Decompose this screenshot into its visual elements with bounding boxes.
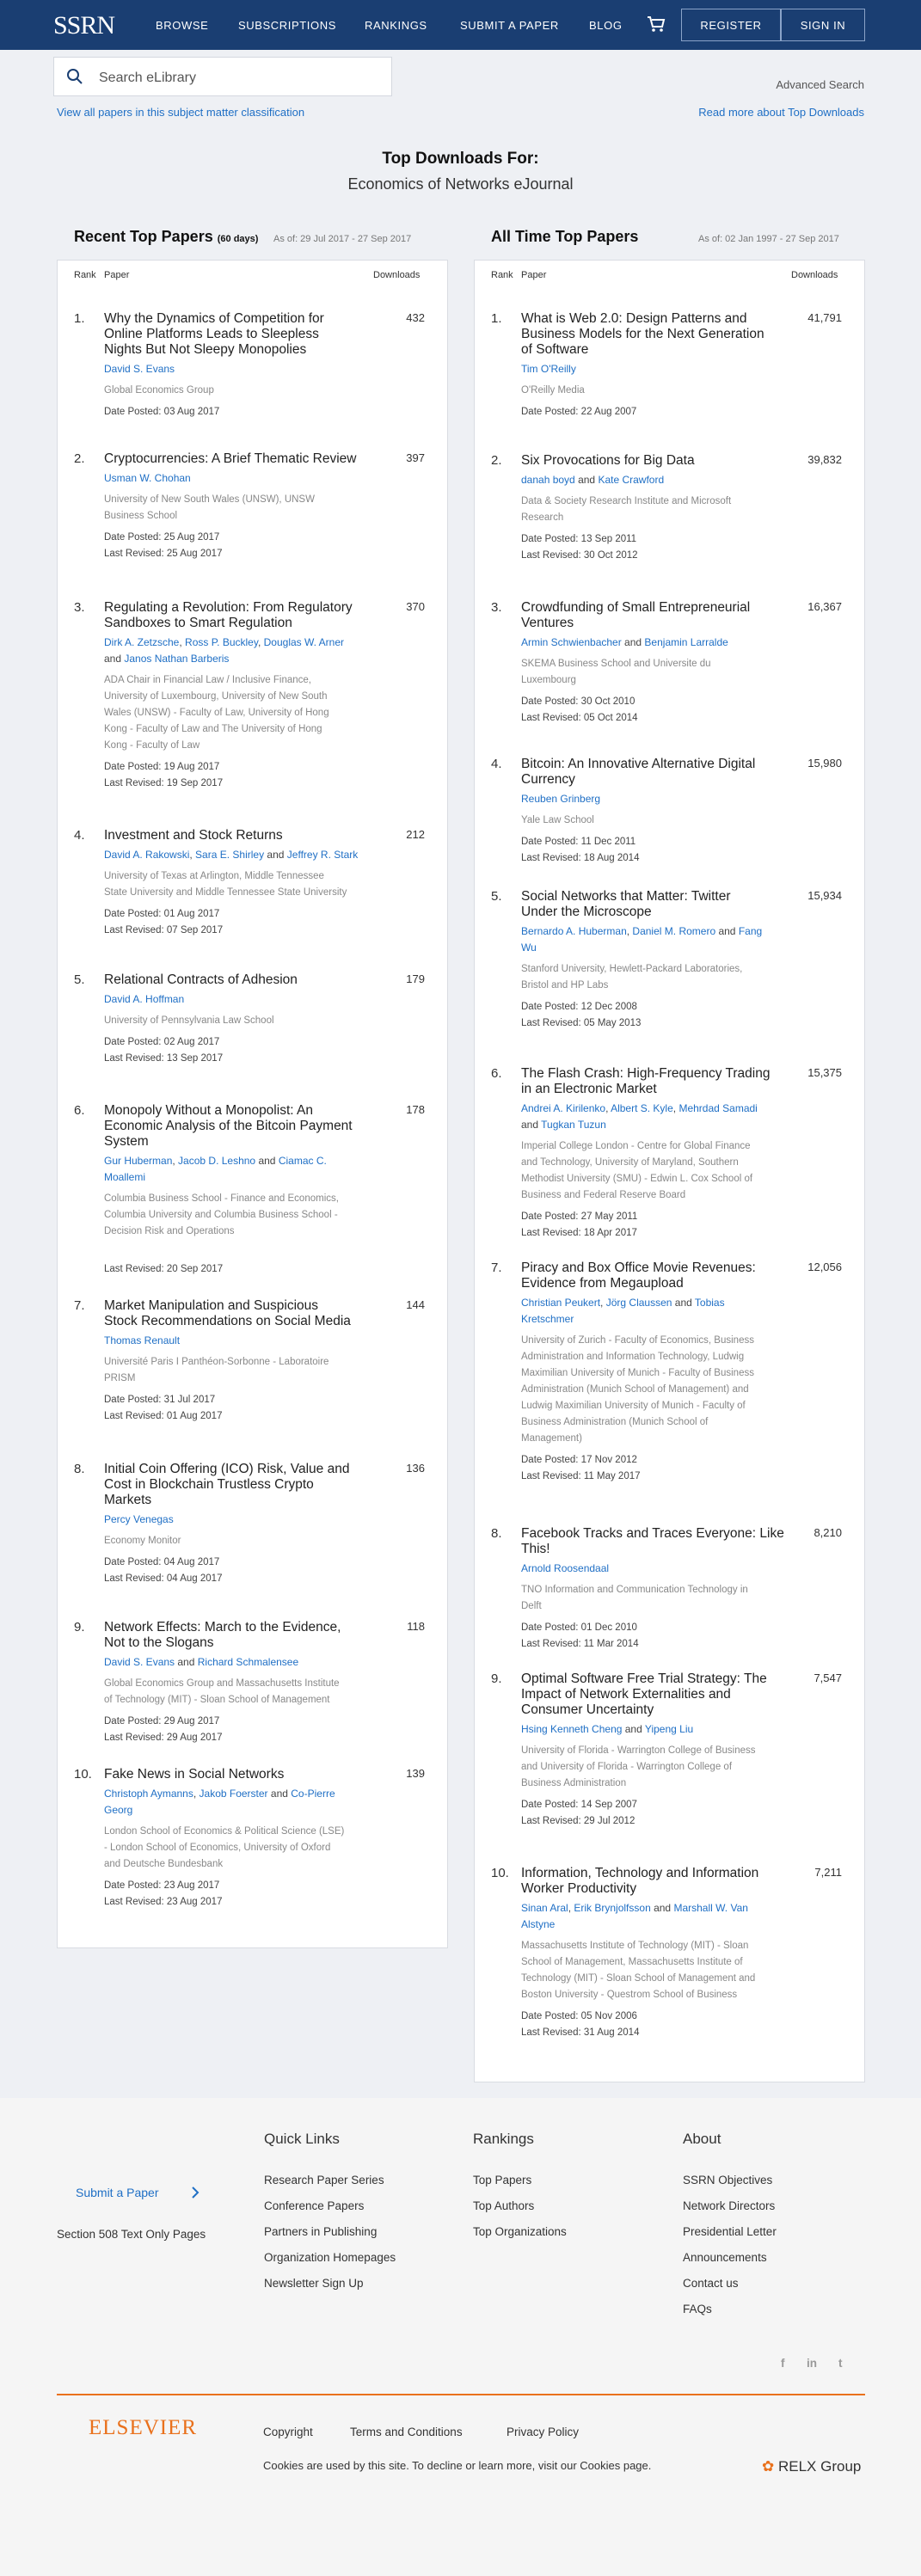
alltime-asof: As of: 02 Jan 1997 - 27 Sep 2017 [698,234,839,244]
paper-title[interactable]: Facebook Tracks and Traces Everyone: Like This! [521,1526,784,1556]
search-icon [66,68,83,85]
author-link[interactable]: Tugkan Tuzun [541,1119,606,1131]
paper-rank: 3. [74,600,85,615]
paper-dates: Date Posted: 27 May 2011 Last Revised: 18 Apr 2017 [521,1211,638,1238]
author-link[interactable]: Christian Peukert [521,1297,601,1309]
paper-rank: 9. [491,1671,502,1686]
author-link[interactable]: Jörg Claussen [605,1297,672,1309]
paper-dates: Date Posted: 11 Dec 2011 Last Revised: 18 Aug 2014 [521,837,640,863]
author-link[interactable]: David S. Evans [104,363,175,375]
footer-link[interactable]: Contact us [683,2277,739,2290]
author-link[interactable]: Daniel M. Romero [632,925,716,937]
paper-rank: 1. [491,311,502,326]
cookies-notice: Cookies are used by this site. To decline or learn more, visit our Cookies page. [263,2459,652,2472]
paper-dates: Date Posted: 22 Aug 2007 [521,407,637,417]
page-title: Top Downloads For: [382,150,539,168]
alltime-heading: All Time Top Papers [491,228,639,245]
nav-rankings[interactable]: RANKINGS [365,19,427,32]
paper-title[interactable]: Why the Dynamics of Competition for Online Platforms Leads to Sleepless Nights But Not Sleepy Monopolies [104,311,324,357]
paper-downloads: 41,791 [807,311,842,324]
author-link[interactable]: Armin Schwienbacher [521,636,622,648]
paper-dates: Date Posted: 12 Dec 2008 Last Revised: 05 May 2013 [521,1002,642,1028]
paper-title[interactable]: Six Provocations for Big Data [521,453,695,468]
author-link[interactable]: Moallemi [104,1171,146,1183]
copyright-link[interactable]: Copyright [263,2426,313,2438]
paper-affiliation: SKEMA Business School and Universite du Luxembourg [521,659,711,685]
advanced-search-link[interactable]: Advanced Search [776,78,864,91]
paper-authors: Christian Peukert, Jörg Claussen and Tobias Kretschmer [521,1297,725,1325]
footer-divider [57,2394,865,2395]
paper-title[interactable]: Information, Technology and Information Worker Productivity [521,1866,759,1896]
author-link[interactable]: Sara E. Shirley [195,849,265,861]
paper-authors [521,1561,814,1577]
author-link[interactable]: Erik Brynjolfsson [574,1902,651,1914]
author-link[interactable]: Wu [521,941,537,954]
sign-in-button[interactable]: SIGN IN [781,9,865,41]
paper-rank: 3. [491,600,502,615]
paper-downloads: 144 [406,1298,425,1311]
paper-title[interactable]: Social Networks that Matter: Twitter Under the Microscope [521,889,731,919]
paper-dates: Date Posted: 05 Nov 2006 Last Revised: 31 Aug 2014 [521,2011,640,2038]
author-link[interactable]: Christoph Aymanns [104,1788,193,1800]
paper-title[interactable]: Regulating a Revolution: From Regulatory Sandboxes to Smart Regulation [104,600,353,630]
paper-dates: Date Posted: 01 Dec 2010 Last Revised: 11 Mar 2014 [521,1622,639,1649]
alltime-col-downloads: Downloads [791,270,838,280]
paper-authors: Christoph Aymanns, Jakob Foerster and Co-Pierre Georg [104,1788,335,1816]
nav-submit-paper[interactable]: SUBMIT A PAPER [460,19,559,32]
paper-authors: Hsing Kenneth Cheng and Yipeng Liu [521,1723,694,1735]
relx-logo[interactable]: ✿ RELX Group [762,2458,862,2475]
paper-downloads: 7,547 [814,1671,842,1684]
paper-downloads: 179 [406,972,425,985]
paper-affiliation: ADA Chair in Financial Law / Inclusive Finance, University of Luxembourg, University of New South Wales (UNSW) - Faculty of Law, University of Hong Kong - Faculty of Law and The University of Hong Kong - Faculty of Law [104,675,329,751]
footer-link[interactable]: Top Authors [473,2199,535,2212]
paper-authors [521,791,814,807]
nav-subscriptions[interactable]: SUBSCRIPTIONS [238,19,336,32]
cart-icon[interactable] [647,15,666,33]
paper-title[interactable]: Investment and Stock Returns [104,828,283,843]
author-link[interactable]: Douglas W. Arner [263,636,345,648]
paper-downloads: 39,832 [807,453,842,466]
footer-link[interactable]: Announcements [683,2251,767,2264]
author-link[interactable]: Kretschmer [521,1313,574,1325]
paper-rank: 7. [491,1260,502,1275]
author-link[interactable]: Ross P. Buckley [185,636,258,648]
paper-authors: Bernardo A. Huberman, Daniel M. Romero and Fang Wu [521,925,763,954]
quick-links-heading: Quick Links [264,2131,340,2147]
paper-authors: Sinan Aral, Erik Brynjolfsson and Marshall W. Van Alstyne [521,1902,748,1930]
register-button[interactable]: REGISTER [681,9,781,41]
paper-dates: Date Posted: 19 Aug 2017 Last Revised: 19 Sep 2017 [104,762,224,788]
search-placeholder: Search eLibrary [99,71,196,85]
paper-downloads: 15,934 [807,889,842,902]
author-link[interactable]: Tim O'Reilly [521,363,576,375]
search-input[interactable] [53,57,392,96]
paper-title[interactable]: Piracy and Box Office Movie Revenues: Evidence from Megaupload [521,1260,756,1291]
paper-rank: 5. [491,889,502,904]
page-subtitle: Economics of Networks eJournal [347,175,574,193]
author-link[interactable]: Benjamin Larralde [644,636,728,648]
author-link[interactable]: Richard Schmalensee [197,1656,299,1668]
paper-affiliation: Global Economics Group and Massachusetts Institute of Technology (MIT) - Sloan School of Management [104,1678,340,1705]
recent-asof: As of: 29 Jul 2017 - 27 Sep 2017 [273,234,412,244]
paper-affiliation: TNO Information and Communication Technology in Delft [521,1585,748,1611]
footer-link[interactable]: Conference Papers [264,2199,365,2212]
paper-affiliation: Data & Society Research Institute and Microsoft Research [521,496,732,523]
paper-downloads: 212 [406,828,425,841]
paper-authors: Armin Schwienbacher and Benjamin Larralde [521,636,728,648]
paper-rank: 6. [74,1103,85,1118]
paper-dates: Date Posted: 23 Aug 2017 Last Revised: 23 Aug 2017 [104,1880,223,1907]
paper-downloads: 15,980 [807,757,842,770]
author-link[interactable]: David S. Evans [104,1656,175,1668]
paper-authors: Gur Huberman, Jacob D. Leshno and Ciamac C. Moallemi [104,1155,327,1183]
paper-rank: 7. [74,1298,85,1313]
paper-rank: 1. [74,311,85,326]
author-link[interactable]: Co-Pierre [291,1788,335,1800]
paper-affiliation: University of Zurich - Faculty of Economics, Business Administration and Information Technology, Ludwig Maximilian University of Munich - Faculty of Business Administration (Munich School of Management) and Ludwig Maximilian University of Munich - Faculty of Business Administration (Munich School of Management) [521,1335,754,1444]
author-link[interactable]: Bernardo A. Huberman [521,925,627,937]
paper-downloads: 118 [407,1620,425,1633]
paper-dates: Date Posted: 03 Aug 2017 [104,407,220,417]
paper-dates: Date Posted: 31 Jul 2017 Last Revised: 01 Aug 2017 [104,1395,223,1421]
author-link[interactable]: Fang [738,925,763,937]
paper-rank: 10. [491,1866,509,1880]
paper-authors [521,361,814,377]
paper-affiliation: University of Pennsylvania Law School [104,1015,274,1026]
paper-downloads: 397 [406,451,425,464]
paper-dates: Date Posted: 04 Aug 2017 Last Revised: 04 Aug 2017 [104,1557,223,1584]
paper-rank: 2. [74,451,85,466]
paper-downloads: 136 [406,1462,425,1475]
terms-link[interactable]: Terms and Conditions [350,2426,463,2438]
footer-link[interactable]: Organization Homepages [264,2251,396,2264]
paper-title[interactable]: Fake News in Social Networks [104,1767,285,1782]
recent-heading: Recent Top Papers (60 days) [74,228,259,245]
footer-link[interactable]: Partners in Publishing [264,2225,378,2238]
author-link[interactable]: Gur Huberman [104,1155,173,1167]
footer-link[interactable]: Top Organizations [473,2225,567,2238]
author-link[interactable]: Reuben Grinberg [521,793,601,805]
paper-authors [104,361,396,377]
author-link[interactable]: Percy Venegas [104,1513,174,1525]
section508-link[interactable]: Section 508 Text Only Pages [57,2228,206,2241]
author-link[interactable]: David A. Rakowski [104,849,190,861]
paper-affiliation: University of Florida - Warrington College of Business and University of Florida - Warrington College of Business Administration [521,1745,756,1788]
paper-rank: 6. [491,1066,502,1081]
paper-title[interactable]: Relational Contracts of Adhesion [104,972,298,987]
paper-downloads: 16,367 [807,600,842,613]
footer-link[interactable]: Research Paper Series [264,2174,384,2187]
paper-downloads: 178 [406,1103,425,1116]
paper-downloads: 139 [406,1767,425,1780]
paper-dates: Date Posted: 14 Sep 2007 Last Revised: 29 Jul 2012 [521,1800,637,1826]
paper-dates: Last Revised: 20 Sep 2017 [104,1264,224,1274]
author-link[interactable]: Albert S. Kyle [611,1102,673,1114]
privacy-link[interactable]: Privacy Policy [507,2426,580,2438]
paper-downloads: 432 [406,311,425,324]
paper-dates: Date Posted: 30 Oct 2010 Last Revised: 05 Oct 2014 [521,696,638,723]
recent-col-downloads: Downloads [373,270,421,280]
paper-authors [104,1333,396,1349]
chevron-right-icon[interactable] [191,2186,200,2199]
author-link[interactable]: Arnold Roosendaal [521,1562,610,1574]
view-all-papers-link[interactable]: View all papers in this subject matter classification [57,106,305,119]
author-link[interactable]: Andrei A. Kirilenko [521,1102,606,1114]
top-nav-bar [0,0,921,50]
author-link[interactable]: Sinan Aral [521,1902,568,1914]
search-bar [0,50,921,103]
paper-downloads: 370 [406,600,425,613]
footer-link[interactable]: Top Papers [473,2174,532,2187]
paper-title[interactable]: Crowdfunding of Small Entrepreneurial Ventures [521,600,751,630]
paper-affiliation: Université Paris I Panthéon-Sorbonne - Laboratoire PRISM [104,1357,329,1383]
paper-downloads: 8,210 [814,1526,842,1539]
paper-rank: 4. [491,757,502,771]
paper-rank: 2. [491,453,502,468]
author-link[interactable]: Jakob Foerster [199,1788,268,1800]
paper-title[interactable]: Network Effects: March to the Evidence, Not to the Slogans [104,1620,341,1650]
linkedin-icon[interactable]: in [807,2357,817,2370]
paper-affiliation: University of Texas at Arlington, Middle Tennessee State University and Middle Tennessee State University [104,871,347,898]
paper-affiliation: Stanford University, Hewlett-Packard Laboratories, Bristol and HP Labs [521,964,743,991]
elsevier-logo[interactable]: ELSEVIER [89,2416,198,2439]
paper-authors: Dirk A. Zetzsche, Ross P. Buckley, Douglas W. Arner and Janos Nathan Barberis [104,636,345,665]
paper-authors: Andrei A. Kirilenko, Albert S. Kyle, Mehrdad Samadi and Tugkan Tuzun [521,1102,758,1131]
author-link[interactable]: Ciamac C. [278,1155,327,1167]
paper-authors: David S. Evans and Richard Schmalensee [104,1656,299,1668]
twitter-icon[interactable]: t [838,2357,843,2370]
paper-dates: Date Posted: 01 Aug 2017 Last Revised: 07 Sep 2017 [104,909,224,935]
alltime-col-rank: Rank [491,270,513,280]
paper-authors [104,991,396,1008]
paper-dates: Date Posted: 13 Sep 2011 Last Revised: 30 Oct 2012 [521,534,638,561]
author-link[interactable]: Georg [104,1804,133,1816]
paper-affiliation: University of New South Wales (UNSW), UNSW Business School [104,494,315,521]
paper-rank: 5. [74,972,85,987]
author-link[interactable]: Kate Crawford [598,474,665,486]
rankings-heading: Rankings [473,2131,534,2147]
footer-link[interactable]: Presidential Letter [683,2225,777,2238]
author-link[interactable]: Tobias [694,1297,725,1309]
paper-affiliation: Columbia Business School - Finance and Economics, Columbia University and Columbia Business School - Decision Risk and Operations [104,1193,339,1236]
paper-title[interactable]: What is Web 2.0: Design Patterns and Business Models for the Next Generation of Software [521,311,764,357]
author-link[interactable]: Yipeng Liu [644,1723,694,1735]
paper-title[interactable]: Optimal Software Free Trial Strategy: The Impact of Network Externalities and Consumer Uncertainty [521,1671,767,1717]
paper-rank: 4. [74,828,85,843]
paper-affiliation: London School of Economics & Political Science (LSE) - London School of Economics, University of Oxford and Deutsche Bundesbank [104,1826,345,1869]
alltime-col-paper: Paper [521,270,547,280]
author-link[interactable]: Thomas Renault [104,1334,181,1346]
paper-rank: 9. [74,1620,85,1635]
paper-downloads: 12,056 [807,1260,842,1273]
footer-link[interactable]: FAQs [683,2303,712,2315]
paper-title[interactable]: The Flash Crash: High-Frequency Trading in an Electronic Market [521,1066,771,1096]
footer [0,2098,921,2576]
paper-rank: 8. [74,1462,85,1476]
author-link[interactable]: Usman W. Chohan [104,472,191,484]
paper-authors [104,470,396,487]
paper-authors: danah boyd and Kate Crawford [521,474,665,486]
paper-downloads: 15,375 [807,1066,842,1079]
author-link[interactable]: Marshall W. Van [673,1902,748,1914]
author-link[interactable]: Hsing Kenneth Cheng [521,1723,623,1735]
paper-downloads: 7,211 [814,1866,842,1879]
paper-title[interactable]: Market Manipulation and Suspicious Stock Recommendations on Social Media [104,1298,351,1328]
ssrn-logo[interactable]: SSRN [53,11,115,40]
footer-link[interactable]: Newsletter Sign Up [264,2277,364,2290]
paper-dates: Date Posted: 29 Aug 2017 Last Revised: 29 Aug 2017 [104,1716,223,1743]
nav-blog[interactable]: BLOG [589,19,623,32]
paper-dates: Date Posted: 02 Aug 2017 Last Revised: 13 Sep 2017 [104,1037,224,1064]
read-more-link[interactable]: Read more about Top Downloads [698,106,864,119]
paper-affiliation: Global Economics Group [104,385,214,396]
recent-col-paper: Paper [104,270,130,280]
about-heading: About [683,2131,721,2147]
author-link[interactable]: Dirk A. Zetzsche [104,636,180,648]
paper-authors: David A. Rakowski, Sara E. Shirley and Jeffrey R. Stark [104,849,359,861]
paper-title[interactable]: Cryptocurrencies: A Brief Thematic Review [104,451,357,466]
paper-affiliation: Massachusetts Institute of Technology (MIT) - Sloan School of Management, Massachusetts Institute of Technology (MIT) - Sloan School of Management and Boston University - Questrom School of Business [521,1941,756,2000]
footer-link[interactable]: Network Directors [683,2199,776,2212]
paper-title[interactable]: Initial Coin Offering (ICO) Risk, Value and Cost in Blockchain Trustless Crypto Markets [104,1462,350,1507]
paper-authors [104,1512,396,1528]
paper-affiliation: Economy Monitor [104,1536,181,1546]
author-link[interactable]: David A. Hoffman [104,993,185,1005]
paper-rank: 8. [491,1526,502,1541]
paper-dates: Date Posted: 25 Aug 2017 Last Revised: 25 Aug 2017 [104,532,223,559]
paper-title[interactable]: Monopoly Without a Monopolist: An Economic Analysis of the Bitcoin Payment System [104,1103,353,1149]
author-link[interactable]: Jacob D. Leshno [178,1155,256,1167]
paper-dates: Date Posted: 17 Nov 2012 Last Revised: 11 May 2017 [521,1455,641,1481]
author-link[interactable]: Janos Nathan Barberis [124,653,230,665]
paper-affiliation: Imperial College London - Centre for Global Finance and Technology, University of Maryland, Southern Methodist University (SMU) - Edwin L. Cox School of Business and Federal Reserve Board [521,1141,753,1200]
nav-browse[interactable]: BROWSE [156,19,209,32]
paper-title[interactable]: Bitcoin: An Innovative Alternative Digital Currency [521,757,756,787]
author-link[interactable]: Mehrdad Samadi [678,1102,758,1114]
footer-link[interactable]: SSRN Objectives [683,2174,773,2187]
paper-affiliation: Yale Law School [521,815,594,825]
submit-paper-link[interactable]: Submit a Paper [76,2186,159,2199]
paper-affiliation: O'Reilly Media [521,385,585,396]
facebook-icon[interactable]: f [781,2357,785,2370]
recent-col-rank: Rank [74,270,96,280]
author-link[interactable]: danah boyd [521,474,575,486]
author-link[interactable]: Alstyne [521,1918,556,1930]
paper-rank: 10. [74,1767,92,1782]
author-link[interactable]: Jeffrey R. Stark [286,849,359,861]
